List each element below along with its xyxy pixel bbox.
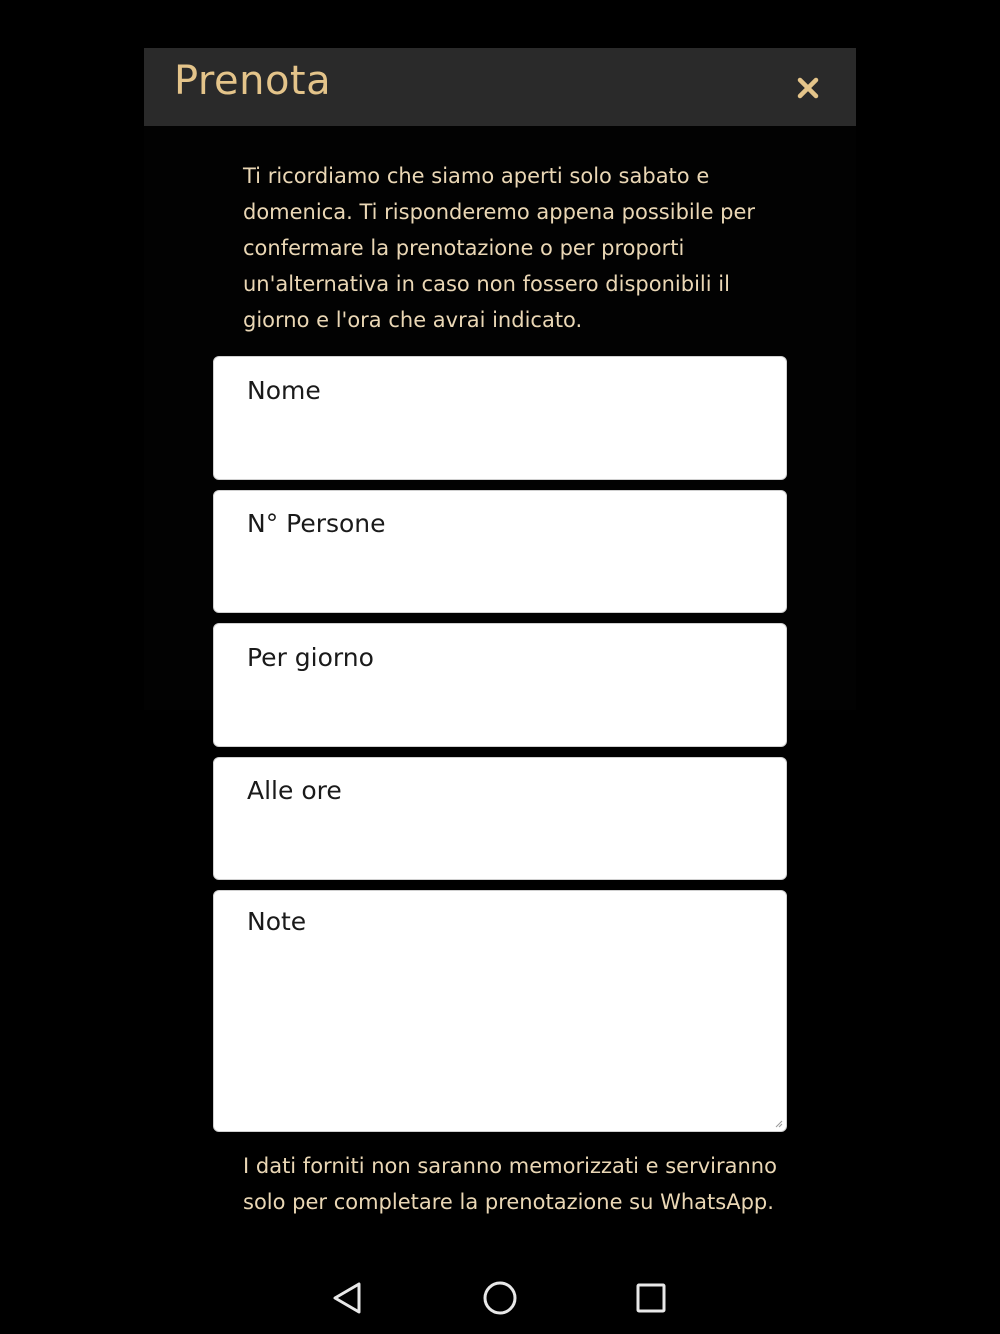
time-input[interactable] xyxy=(214,758,786,879)
name-field-box xyxy=(213,356,787,480)
name-input[interactable] xyxy=(214,357,786,479)
recents-square-icon xyxy=(631,1278,671,1318)
home-circle-icon xyxy=(480,1278,520,1318)
people-field-box xyxy=(213,490,787,613)
notes-field-box xyxy=(213,890,787,1132)
day-input[interactable] xyxy=(214,624,786,746)
nav-back-button[interactable] xyxy=(328,1278,368,1318)
notes-textarea[interactable] xyxy=(214,891,786,1131)
nav-home-button[interactable] xyxy=(480,1278,520,1318)
day-field-box xyxy=(213,623,787,747)
close-icon xyxy=(796,76,820,100)
nav-recents-button[interactable] xyxy=(631,1278,671,1318)
intro-text: Ti ricordiamo che siamo aperti solo sabato e domenica. Ti risponderemo appena possibile per confermare la prenotazione o per proporti un'alternativa in caso non fossero disponibili il giorno e l'ora che avrai indicato. xyxy=(243,164,756,332)
people-count-input[interactable] xyxy=(214,491,786,612)
android-nav-bar xyxy=(0,1262,1000,1334)
back-triangle-icon xyxy=(328,1278,368,1318)
time-field-box xyxy=(213,757,787,880)
privacy-note: I dati forniti non saranno memorizzati e serviranno solo per completare la prenotazione su WhatsApp. xyxy=(243,1154,777,1214)
modal-title: Prenota xyxy=(174,58,332,104)
resize-grip-icon[interactable] xyxy=(775,1120,783,1128)
modal-header xyxy=(144,48,856,126)
close-button[interactable] xyxy=(796,76,820,100)
